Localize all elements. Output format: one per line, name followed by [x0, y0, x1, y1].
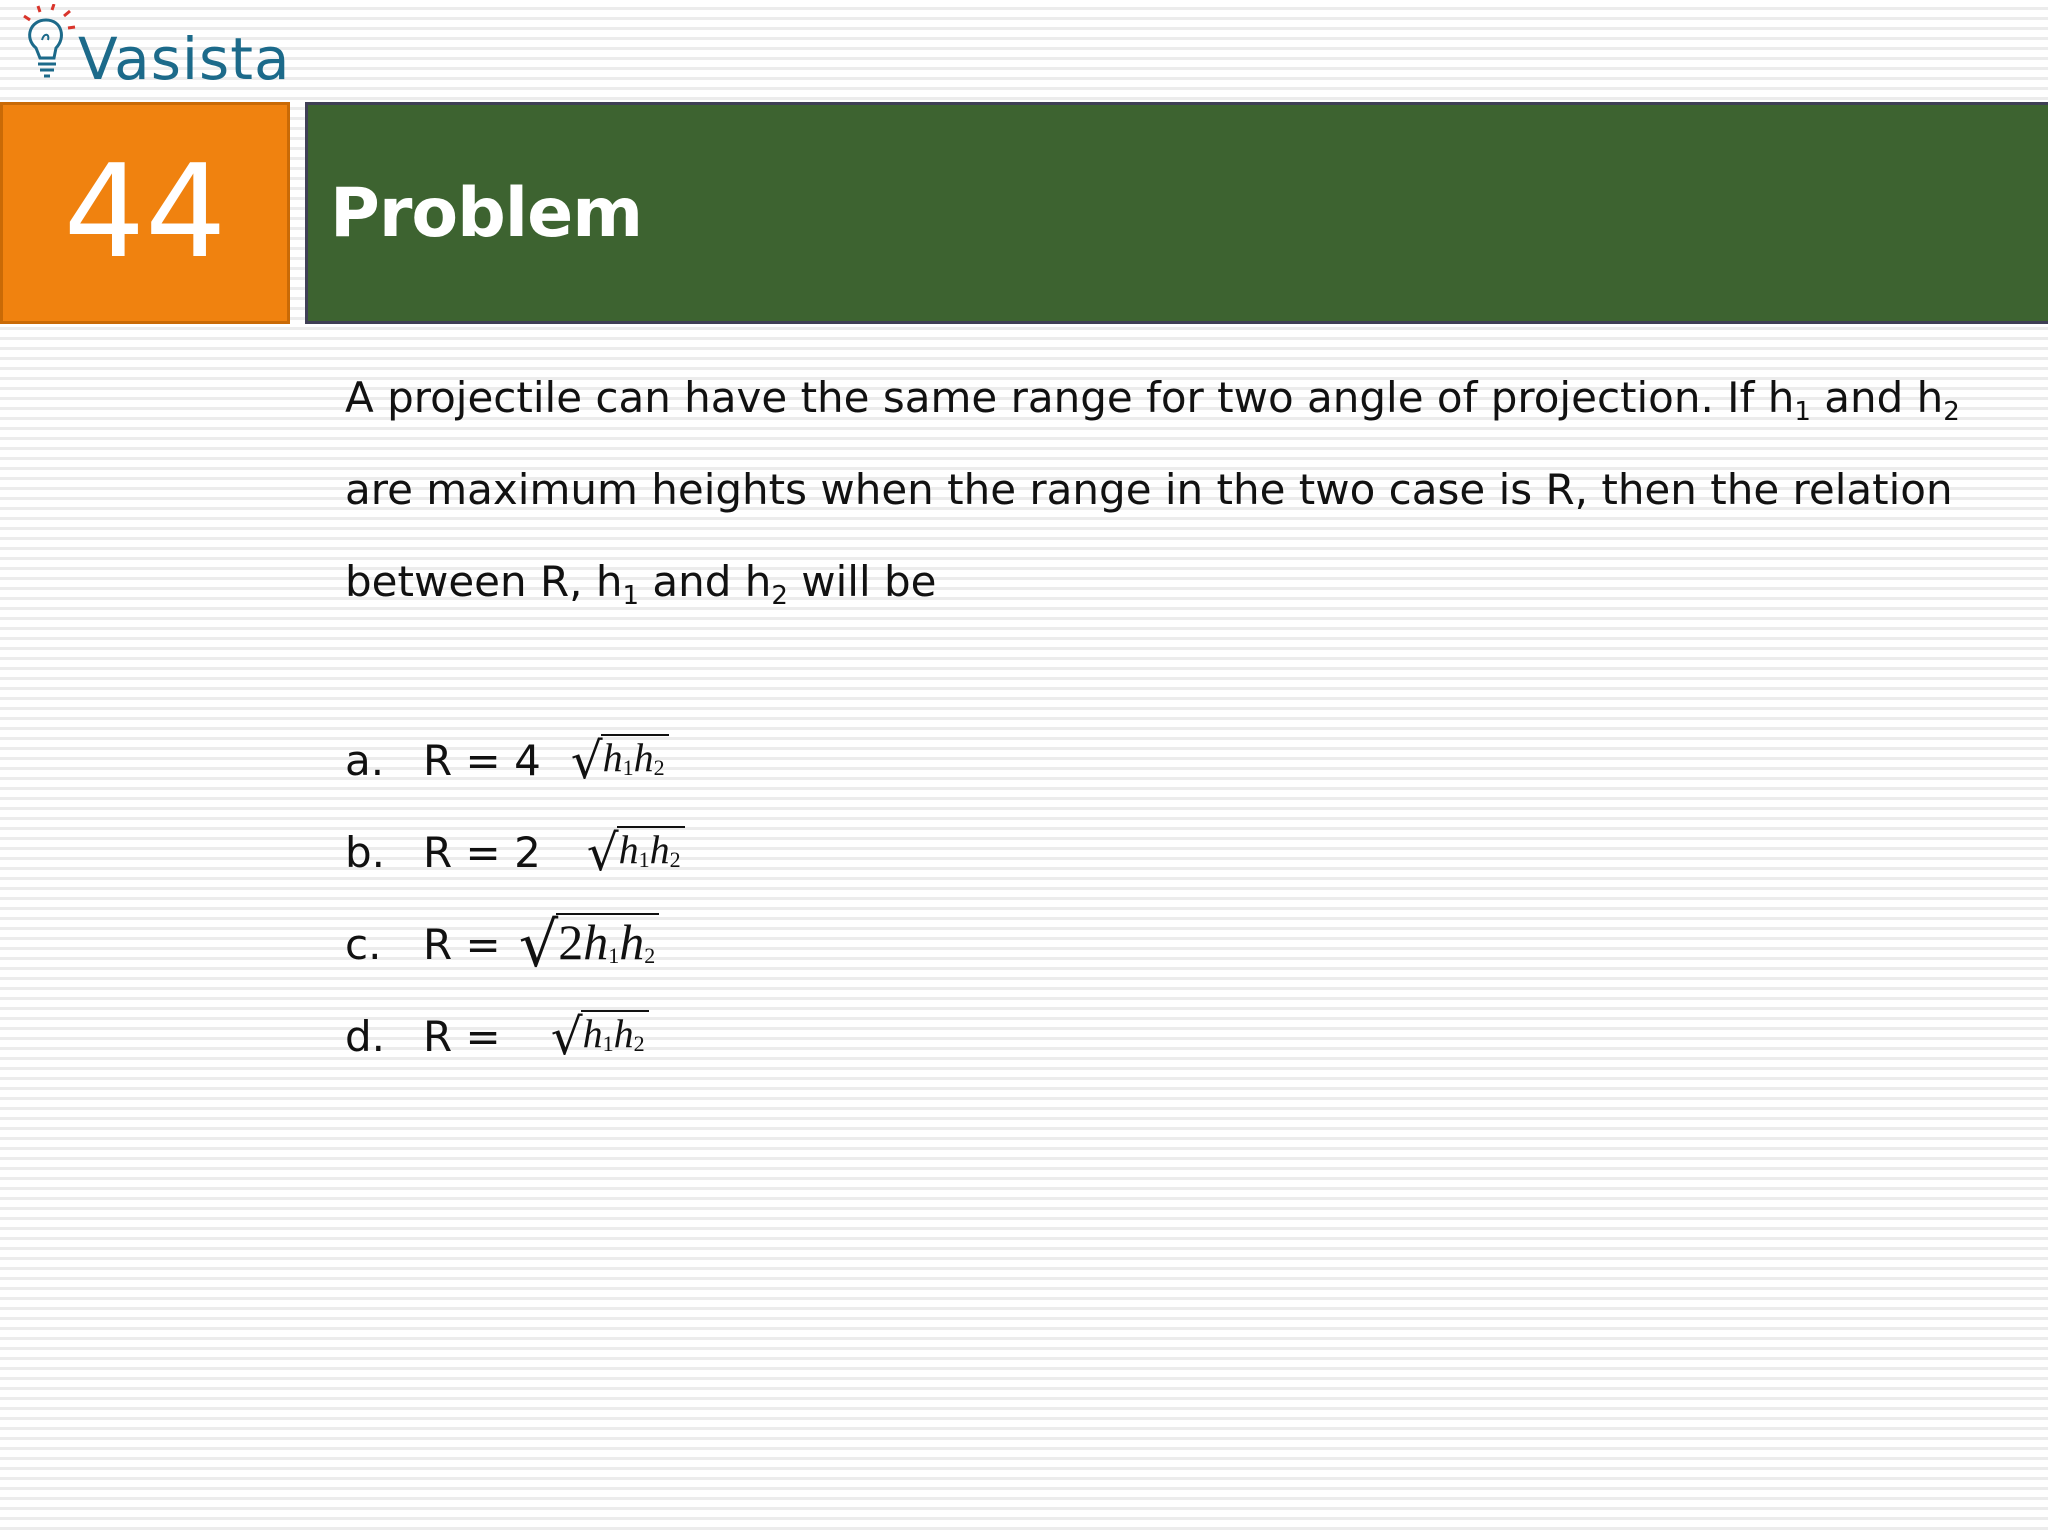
slide-number: 44 — [0, 102, 290, 324]
sqrt-expression — [550, 1008, 649, 1066]
vasista-logo — [20, 4, 290, 96]
question-part: A projectile can have the same range for two angle of projection. If h — [345, 373, 1795, 422]
question-part: are maximum heights when the range in the two case is R, then the relation between R, h — [345, 465, 1953, 606]
question-text — [345, 352, 2035, 628]
option-letter: b. — [345, 827, 386, 877]
answer-options — [345, 714, 685, 1082]
radicand: $2h_1h_2$ — [556, 913, 659, 970]
title-bar — [305, 102, 2048, 324]
option-prefix: R = — [423, 919, 501, 969]
sqrt-icon: √ — [586, 824, 619, 882]
option-letter: d. — [345, 1011, 386, 1061]
option-d[interactable] — [345, 990, 685, 1082]
option-c[interactable] — [345, 898, 685, 990]
subscript: 2 — [771, 581, 788, 611]
slide-title: Problem — [330, 173, 643, 253]
option-letter: c. — [345, 919, 382, 969]
logo-text: Vasista — [78, 25, 291, 93]
option-a[interactable] — [345, 714, 685, 806]
sqrt-expression — [586, 824, 685, 882]
sqrt-expression — [518, 907, 660, 981]
subscript: 2 — [1943, 397, 1960, 427]
sqrt-icon: √ — [570, 732, 603, 790]
question-part: will be — [787, 557, 937, 606]
option-prefix: R = 2 — [423, 827, 541, 877]
option-letter: a. — [345, 735, 385, 785]
lightbulb-icon — [20, 4, 80, 96]
question-part: and h — [1810, 373, 1944, 422]
sqrt-icon: √ — [550, 1008, 583, 1066]
option-prefix: R = 4 — [423, 735, 541, 785]
radicand: $h_1h_2$ — [581, 1010, 649, 1056]
radicand: $h_1h_2$ — [617, 826, 685, 872]
subscript: 1 — [622, 581, 640, 611]
sqrt-expression — [570, 732, 669, 790]
option-b[interactable] — [345, 806, 685, 898]
radicand: $h_1h_2$ — [601, 734, 669, 780]
question-part: and h — [639, 557, 772, 606]
subscript: 1 — [1794, 397, 1811, 427]
option-prefix: R = — [423, 1011, 501, 1061]
sqrt-icon: √ — [518, 907, 559, 981]
